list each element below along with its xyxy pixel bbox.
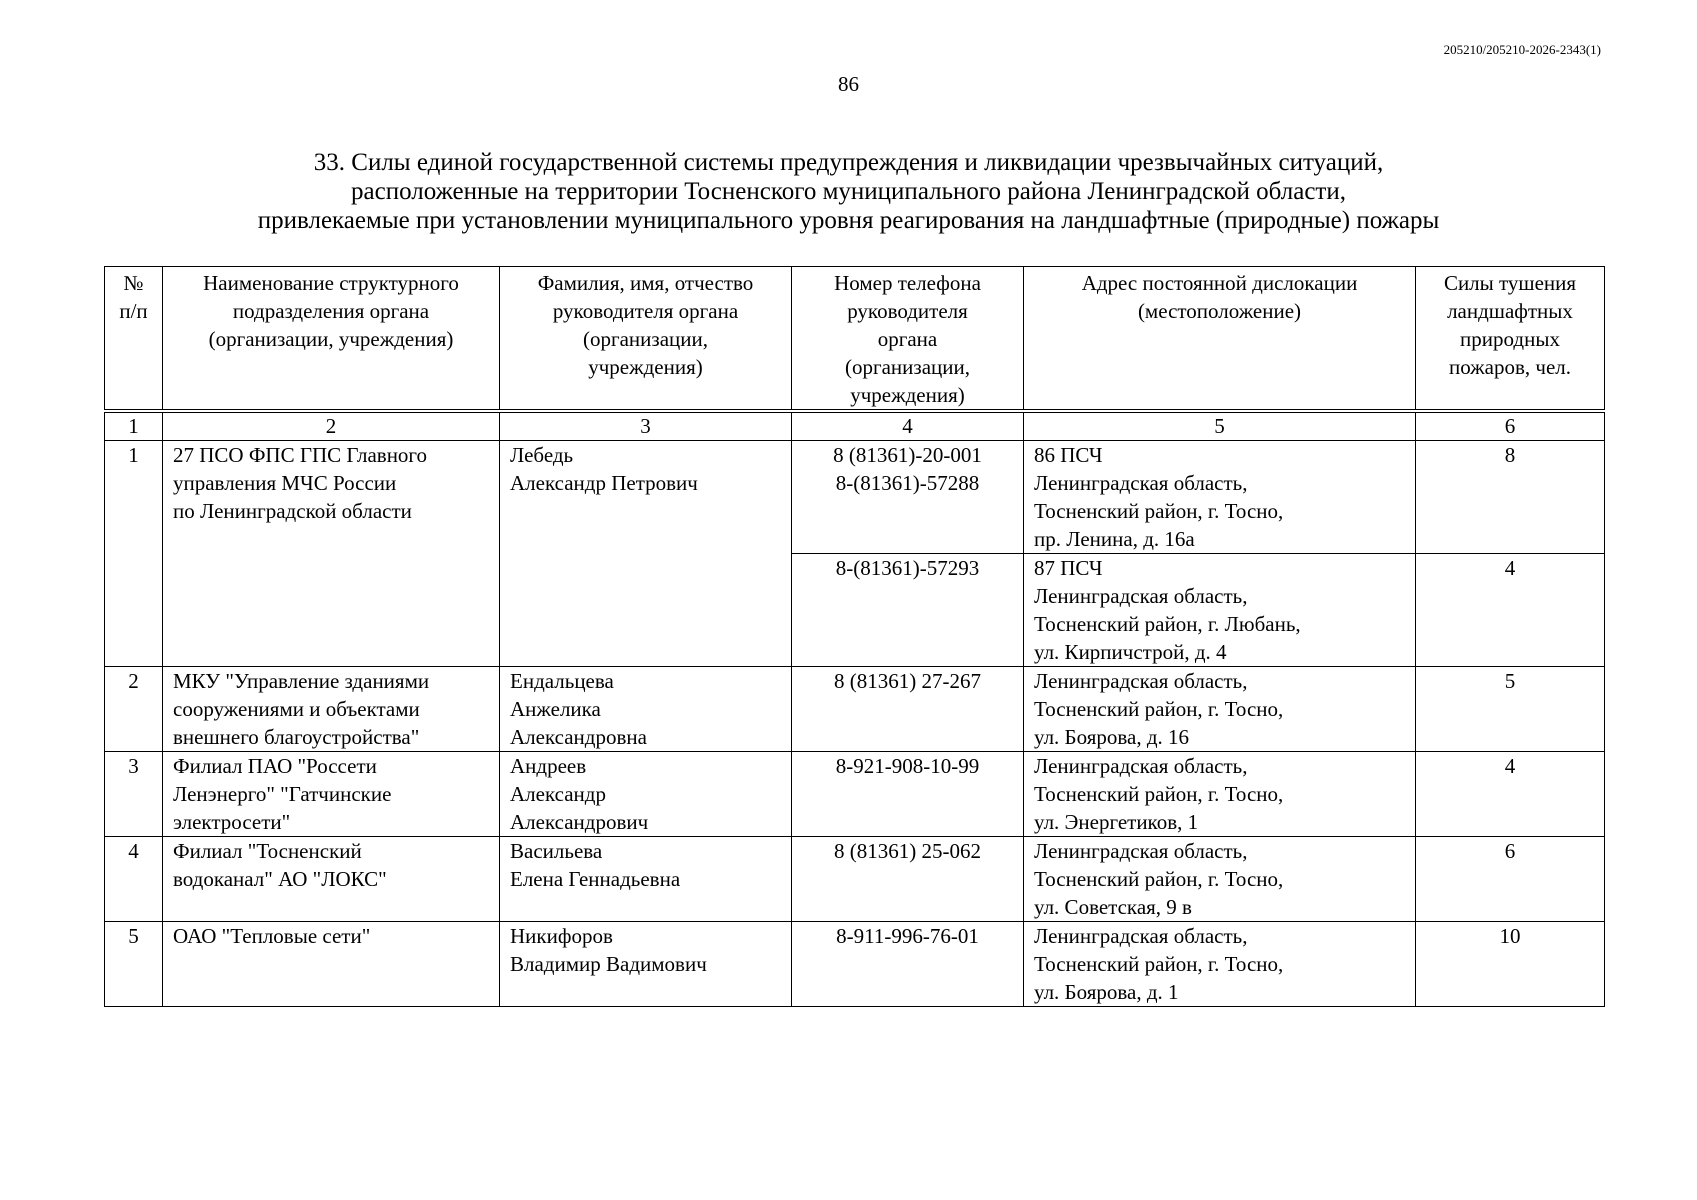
header-num: № п/п bbox=[105, 267, 163, 412]
header-phone: Номер телефона руководителя органа (организации, учреждения) bbox=[792, 267, 1024, 412]
cell-num: 3 bbox=[105, 752, 163, 837]
cell-org: Филиал "Тосненский водоканал" АО "ЛОКС" bbox=[163, 837, 500, 922]
title-line: расположенные на территории Тосненского муниципального района Ленинградской области, bbox=[351, 178, 1346, 205]
cell-address: Ленинградская область, Тосненский район, г. Тосно, ул. Энергетиков, 1 bbox=[1024, 752, 1416, 837]
cell-phone: 8-921-908-10-99 bbox=[792, 752, 1024, 837]
table-row bbox=[105, 667, 1605, 752]
cell-head: Андреев Александр Александрович bbox=[500, 752, 792, 837]
cell-address: 87 ПСЧ Ленинградская область, Тосненский район, г. Любань, ул. Кирпичстрой, д. 4 bbox=[1024, 554, 1416, 667]
cell-org: МКУ "Управление зданиями сооружениями и объектами внешнего благоустройства" bbox=[163, 667, 500, 752]
cell-head: Ендальцева Анжелика Александровна bbox=[500, 667, 792, 752]
column-number: 6 bbox=[1416, 411, 1605, 441]
cell-num: 1 bbox=[105, 441, 163, 667]
cell-num: 4 bbox=[105, 837, 163, 922]
table-row bbox=[105, 752, 1605, 837]
forces-table bbox=[104, 266, 1605, 1007]
header-org: Наименование структурного подразделения органа (организации, учреждения) bbox=[163, 267, 500, 412]
table-header-row bbox=[105, 267, 1605, 412]
cell-forces: 8 bbox=[1416, 441, 1605, 554]
cell-head: Никифоров Владимир Вадимович bbox=[500, 922, 792, 1007]
table-row bbox=[105, 922, 1605, 1007]
cell-forces: 4 bbox=[1416, 752, 1605, 837]
column-numbers-row bbox=[105, 411, 1605, 441]
cell-address: Ленинградская область, Тосненский район, г. Тосно, ул. Боярова, д. 16 bbox=[1024, 667, 1416, 752]
document-code: 205210/205210-2026-2343(1) bbox=[1443, 42, 1601, 57]
title-line: 33. Силы единой государственной системы предупреждения и ликвидации чрезвычайных ситуаций, bbox=[313, 149, 1384, 176]
table-title bbox=[0, 148, 1697, 235]
column-number: 4 bbox=[792, 411, 1024, 441]
title-line: привлекаемые при установлении муниципального уровня реагирования на ландшафтные (природные) пожары bbox=[257, 207, 1440, 234]
header-head: Фамилия, имя, отчество руководителя органа (организации, учреждения) bbox=[500, 267, 792, 412]
cell-phone: 8 (81361) 27-267 bbox=[792, 667, 1024, 752]
cell-forces: 10 bbox=[1416, 922, 1605, 1007]
column-number: 2 bbox=[163, 411, 500, 441]
cell-num: 5 bbox=[105, 922, 163, 1007]
cell-address: Ленинградская область, Тосненский район, г. Тосно, ул. Боярова, д. 1 bbox=[1024, 922, 1416, 1007]
header-address: Адрес постоянной дислокации (местоположение) bbox=[1024, 267, 1416, 412]
cell-head: Лебедь Александр Петрович bbox=[500, 441, 792, 667]
cell-phone: 8 (81361) 25-062 bbox=[792, 837, 1024, 922]
column-number: 3 bbox=[500, 411, 792, 441]
cell-forces: 5 bbox=[1416, 667, 1605, 752]
cell-head: Васильева Елена Геннадьевна bbox=[500, 837, 792, 922]
cell-org: ОАО "Тепловые сети" bbox=[163, 922, 500, 1007]
page-number: 86 bbox=[838, 72, 859, 96]
cell-address: 86 ПСЧ Ленинградская область, Тосненский район, г. Тосно, пр. Ленина, д. 16а bbox=[1024, 441, 1416, 554]
column-number: 1 bbox=[105, 411, 163, 441]
cell-org: 27 ПСО ФПС ГПС Главного управления МЧС России по Ленинградской области bbox=[163, 441, 500, 667]
cell-org: Филиал ПАО "Россети Ленэнерго" "Гатчинские электросети" bbox=[163, 752, 500, 837]
table-row bbox=[105, 441, 1605, 554]
cell-num: 2 bbox=[105, 667, 163, 752]
cell-address: Ленинградская область, Тосненский район, г. Тосно, ул. Советская, 9 в bbox=[1024, 837, 1416, 922]
cell-phone: 8 (81361)-20-001 8-(81361)-57288 bbox=[792, 441, 1024, 554]
cell-forces: 6 bbox=[1416, 837, 1605, 922]
header-forces: Силы тушения ландшафтных природных пожаров, чел. bbox=[1416, 267, 1605, 412]
table-row bbox=[105, 837, 1605, 922]
cell-phone: 8-(81361)-57293 bbox=[792, 554, 1024, 667]
column-number: 5 bbox=[1024, 411, 1416, 441]
cell-phone: 8-911-996-76-01 bbox=[792, 922, 1024, 1007]
cell-forces: 4 bbox=[1416, 554, 1605, 667]
